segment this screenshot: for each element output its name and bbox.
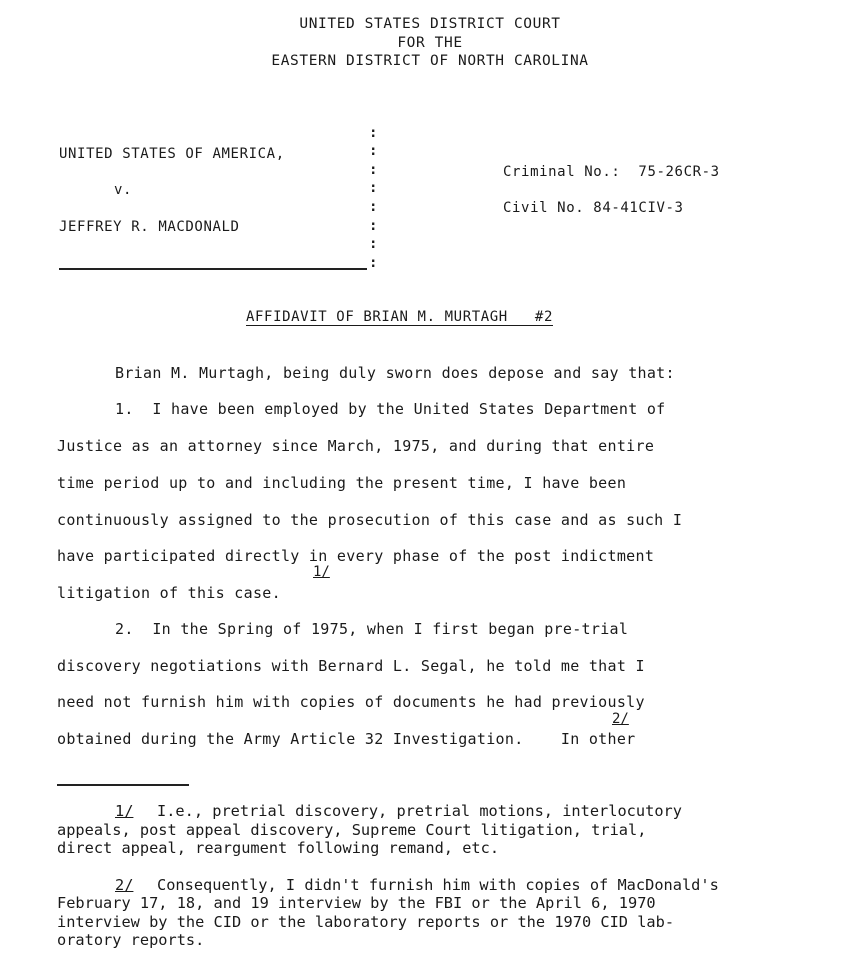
intro-line: Brian M. Murtagh, being duly sworn does depose and say that:: [115, 364, 675, 382]
footnote-2-line: oratory reports.: [57, 931, 205, 949]
footnote-1-line: direct appeal, reargument following remand, etc.: [57, 839, 500, 857]
footnote-1-line: I.e., pretrial discovery, pretrial motions, interlocutory: [157, 802, 682, 820]
footnote-2-line: interview by the CID or the laboratory reports or the 1970 CID lab-: [57, 913, 675, 931]
paragraph-2-line: 2. In the Spring of 1975, when I first began pre-trial: [115, 620, 629, 638]
plaintiff-name: UNITED STATES OF AMERICA,: [59, 146, 285, 162]
paragraph-1-line: time period up to and including the present time, I have been: [57, 474, 627, 492]
caption-colon: :: [369, 143, 378, 159]
court-district: EASTERN DISTRICT OF NORTH CAROLINA: [271, 53, 589, 69]
affidavit-title: AFFIDAVIT OF BRIAN M. MURTAGH #2: [246, 309, 553, 325]
caption-colon: :: [369, 162, 378, 178]
paragraph-2-line: need not furnish him with copies of documents he had previously: [57, 693, 645, 711]
civil-number: Civil No. 84-41CIV-3: [503, 200, 684, 216]
paragraph-2-line: discovery negotiations with Bernard L. Segal, he told me that I: [57, 657, 645, 675]
caption-colon: :: [369, 125, 378, 141]
footnote-2-marker: [115, 876, 133, 894]
caption-colon: :: [369, 236, 378, 252]
caption-colon: :: [369, 180, 378, 196]
footnote-ref-2[interactable]: 2/: [612, 711, 629, 727]
caption-rule: [59, 268, 367, 270]
criminal-number: Criminal No.: 75-26CR-3: [503, 164, 720, 180]
footnote-ref-1[interactable]: 1/: [313, 564, 330, 580]
caption-colon: :: [369, 199, 378, 215]
paragraph-1-line: have participated directly in every phase of the post indictment: [57, 547, 655, 565]
footnote-1-line: appeals, post appeal discovery, Supreme Court litigation, trial,: [57, 821, 647, 839]
footnote-1-label: 1/: [115, 802, 134, 820]
versus-label: v.: [114, 182, 133, 198]
paragraph-1-line: Justice as an attorney since March, 1975, and during that entire: [57, 437, 655, 455]
caption-colon: :: [369, 218, 378, 234]
caption-colon: :: [369, 255, 378, 271]
footnote-2-line: Consequently, I didn't furnish him with copies of MacDonald's: [157, 876, 719, 894]
court-for-the: FOR THE: [397, 35, 463, 51]
footnote-separator: [57, 784, 189, 786]
defendant-name: JEFFREY R. MACDONALD: [59, 219, 240, 235]
paragraph-1-line: continuously assigned to the prosecution of this case and as such I: [57, 511, 683, 529]
paragraph-1-line: litigation of this case.: [57, 584, 281, 602]
footnote-2-label: 2/: [115, 876, 134, 894]
court-name: UNITED STATES DISTRICT COURT: [299, 16, 561, 32]
paragraph-1-line: 1. I have been employed by the United States Department of: [115, 400, 666, 418]
footnote-2-line: February 17, 18, and 19 interview by the FBI or the April 6, 1970: [57, 894, 656, 912]
footnote-1-marker: [115, 802, 133, 820]
paragraph-2-line: obtained during the Army Article 32 Investigation. In other: [57, 730, 636, 748]
